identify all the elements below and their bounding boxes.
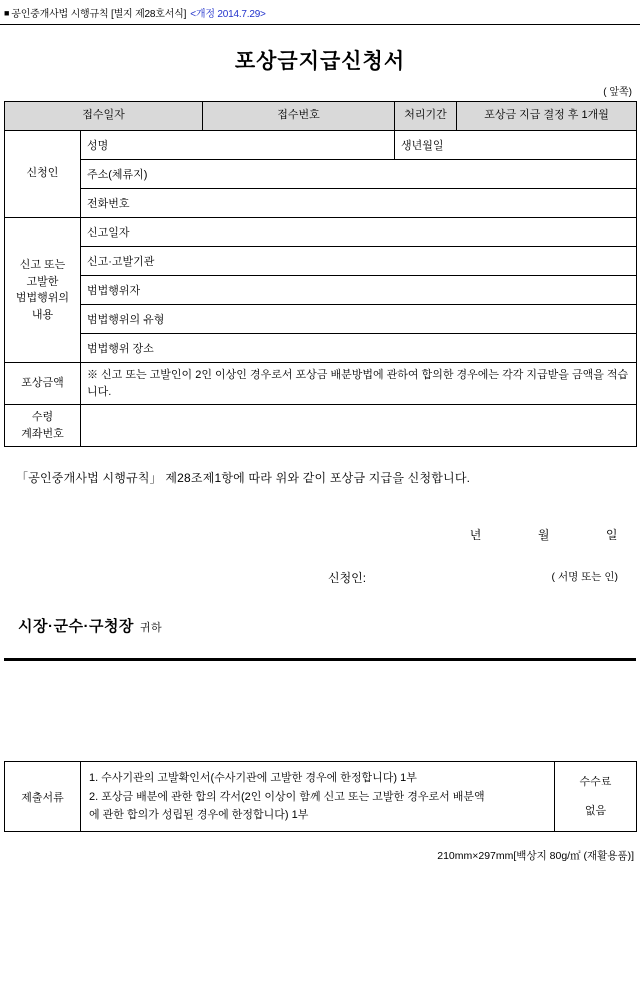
attachments-table (4, 761, 637, 832)
bullet-icon: ■ (4, 8, 10, 18)
report-section-label (5, 218, 81, 363)
applicant-signature-line (0, 569, 640, 587)
page-side-note: ( 앞쪽) (603, 87, 632, 98)
reward-amount-label: 포상금액 (5, 363, 81, 405)
offense-place-field[interactable]: 범법행위 장소 (81, 334, 637, 363)
applicant-birth-field[interactable]: 생년월일 (395, 131, 637, 160)
report-row-4 (5, 305, 637, 334)
report-label-line3: 범법행위의 (15, 292, 70, 304)
documents-list (81, 762, 555, 832)
applicant-name-row (5, 131, 637, 160)
law-title: 공인중개사법 시행규칙 [별지 제28호서식] (11, 9, 187, 20)
account-row (5, 405, 637, 447)
report-row-2 (5, 247, 637, 276)
process-period-value: 포상금 지급 결정 후 1개월 (457, 102, 637, 131)
page-footer: 210mm×297mm[백상지 80g/㎡ (재활용품)] (437, 850, 634, 863)
applicant-phone-field[interactable]: 전화번호 (81, 189, 637, 218)
month-label: 월 (537, 528, 550, 542)
page-title: 포상금지급신청서 (234, 50, 406, 73)
applicant-address-row (5, 160, 637, 189)
table-header-row (5, 102, 637, 131)
legal-statement: 「공인중개사법 시행규칙」 제28조제1항에 따라 위와 같이 포상금 지급을 신청합니다. (16, 471, 471, 485)
fee-label: 수수료 (579, 776, 612, 788)
recipient-title: 시장·군수·구청장 (18, 618, 134, 635)
process-period-header: 처리기간 (395, 102, 457, 131)
section-divider (4, 658, 636, 661)
account-label-line1: 수령 (31, 411, 54, 423)
report-label-line2: 고발한 (26, 275, 59, 288)
account-label-line2: 계좌번호 (21, 427, 64, 440)
list-item: 2. 포상금 배분에 관한 합의 각서(2인 이상이 함께 신고 또는 고발한 경우로서 배분액 (89, 790, 485, 803)
report-row-5 (5, 334, 637, 363)
fee-cell (555, 762, 637, 832)
report-date-field[interactable]: 신고일자 (81, 218, 637, 247)
receipt-date-header: 접수일자 (5, 102, 203, 131)
reward-amount-note[interactable]: ※ 신고 또는 고발인이 2인 이상인 경우로서 포상금 배분방법에 관하여 합의한 경우에는 각각 지급받을 금액을 적습니다. (81, 363, 637, 405)
year-label: 년 (469, 528, 482, 542)
list-item: 1. 수사기관의 고발확인서(수사기관에 고발한 경우에 한정합니다) 1부 (89, 772, 417, 785)
documents-label: 제출서류 (5, 762, 81, 832)
applicant-label: 신청인: (328, 571, 367, 585)
report-label-line1: 신고 또는 (19, 259, 66, 271)
law-header (0, 0, 640, 22)
report-label-line4: 내용 (31, 308, 54, 321)
fee-value: 없음 (584, 804, 607, 817)
offense-type-field[interactable]: 범법행위의 유형 (81, 305, 637, 334)
report-row-1 (5, 218, 637, 247)
account-number-label (5, 405, 81, 447)
applicant-address-field[interactable]: 주소(체류지) (81, 160, 637, 189)
report-agency-field[interactable]: 신고·고발기관 (81, 247, 637, 276)
applicant-name-field[interactable]: 성명 (81, 131, 395, 160)
list-item: 에 관한 합의가 성립된 경우에 한정합니다) 1부 (89, 808, 309, 821)
account-number-field[interactable] (81, 405, 637, 447)
report-row-3 (5, 276, 637, 305)
recipient-line (18, 615, 640, 636)
top-divider (0, 24, 640, 25)
recipient-suffix: 귀하 (139, 622, 163, 634)
receipt-no-header: 접수번호 (203, 102, 395, 131)
applicant-section-label: 신청인 (5, 131, 81, 218)
revision-note: <개정 2014.7.29> (190, 9, 266, 20)
date-line (0, 526, 640, 543)
reward-row (5, 363, 637, 405)
day-label: 일 (605, 528, 618, 542)
offender-field[interactable]: 범법행위자 (81, 276, 637, 305)
main-form-table (4, 101, 637, 447)
attachments-row (5, 762, 637, 832)
signature-note: ( 서명 또는 인) (551, 571, 618, 583)
applicant-phone-row (5, 189, 637, 218)
